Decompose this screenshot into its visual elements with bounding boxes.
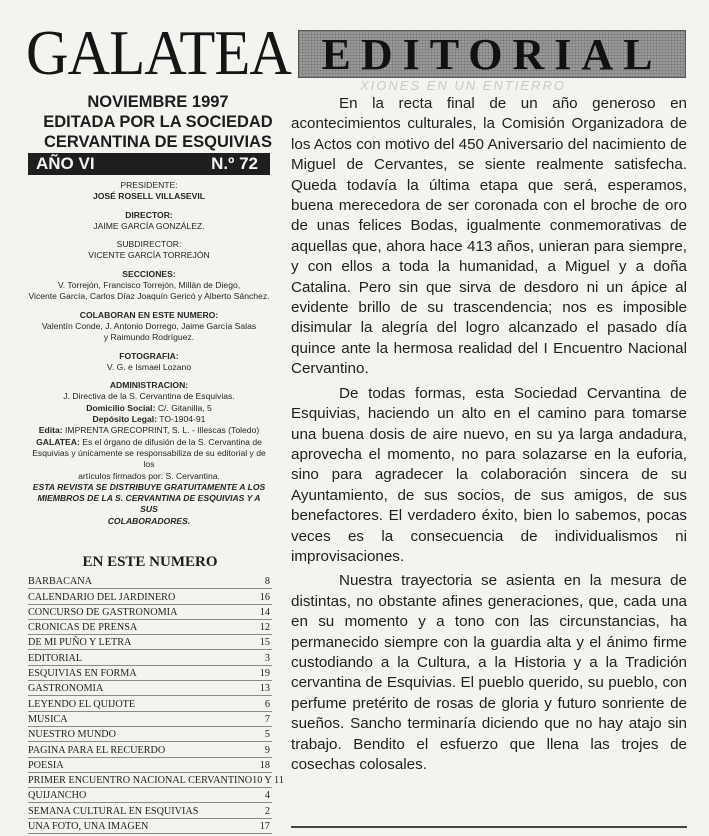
- bottom-rule: [291, 826, 687, 828]
- contents-item-title: CONCURSO DE GASTRONOMIA: [28, 606, 178, 618]
- president-label: PRESIDENTE:: [120, 180, 178, 190]
- contents-item-page: 17: [259, 821, 270, 833]
- contents-item-page: 18: [259, 759, 270, 771]
- contents-item-page: 14: [259, 606, 270, 618]
- editorial-paragraph: En la recta final de un año generoso en acontecimientos culturales, la Comisión Organizadora de los Actos con motivo del 450 Aniversario del nacimiento de Miguel de Cervantes, se siente realmente satisfecha. Queda todavía la última etapa que será, esperamos, buena merecedora de ser coronada con el broche de oro de unas felices Bodas, igualmente conmemorativas de aquellas que, ahora hace 413 años, unieran para siempre, y con ellos a toda la humanidad, a Miguel y a doña Catalina. Pero sin que sirva de desdoro ni un ápice al evidente brillo de su trascendencia; nos es imposible disimular la alegría del logro alcanzado el pasado día quince ante la hermosa realidad del I Encuentro Nacional Cervantino.: [291, 95, 687, 378]
- contents-item: [28, 819, 272, 834]
- contents-item-page: 12: [259, 622, 270, 634]
- contents-item: [28, 620, 272, 635]
- contents-item-page: 13: [259, 683, 270, 695]
- issue-date: NOVIEMBRE 1997: [87, 93, 229, 111]
- collaborators-label: COLABORAN EN ESTE NUMERO:: [79, 309, 219, 320]
- editorial-body: [291, 94, 687, 779]
- sections-names-2: Vicente García, Carlos Díaz Joaquín Gericó y Alberto Sánchez.: [28, 291, 270, 302]
- collaborators-2: y Raimundo Rodríguez.: [103, 332, 195, 343]
- contents-item-title: UNA FOTO, UNA IMAGEN: [28, 821, 149, 833]
- editorial-paragraph: Nuestra trayectoria se asienta en la mesura de distintas, no obstante afines generaciones, que, cada una en su momento y a tono con las circunstancias, ha permanecido siempre con la guardia alta y el ánimo firme custodiando a la Cultura, a la Historia y a la Tradición cervantina de Esquivias. El pueblo querido, su pueblo, con perfume pretérito de rosas de gloria y futuro sonriente de sueños. Sancho terminaría diciendo que no hay atajo sin trabajo. Bendito el esfuerzo que llena las trojes de cosechas colosales.: [291, 572, 687, 773]
- galatea-note-2: Esquivias y únicamente se responsabiliza de su editorial y de los: [32, 447, 266, 470]
- distribution-note-2: MIEMBROS DE LA S. CERVANTINA DE ESQUIVIAS Y A SUS: [37, 493, 261, 515]
- director-label: DIRECTOR:: [125, 209, 173, 220]
- contents-item-title: POESIA: [28, 759, 64, 771]
- contents-item: [28, 742, 272, 757]
- contents-item: [28, 773, 284, 788]
- issue-bar: [28, 153, 270, 175]
- contents-item: [28, 758, 272, 773]
- director-name: JAIME GARCÍA GONZÁLEZ.: [93, 220, 205, 231]
- issue-number: N.º 72: [211, 154, 258, 173]
- publisher-line-1: EDITADA POR LA SOCIEDAD: [43, 113, 273, 131]
- contents-item: [28, 696, 272, 711]
- contents-item-page: 19: [259, 668, 270, 680]
- contents-item: [28, 574, 272, 589]
- administration-label: ADMINISTRACION:: [109, 380, 189, 391]
- contents-item-page: 8: [264, 576, 270, 588]
- domicile-line: Domicilio Social: C/. Gitanilla, 5: [86, 402, 212, 413]
- contents-item-title: BARBACANA: [28, 576, 92, 588]
- contents-item-title: CALENDARIO DEL JARDINERO: [28, 591, 176, 603]
- distribution-note-1: ESTA REVISTA SE DISTRIBUYE GRATUITAMENTE A LOS: [32, 481, 266, 492]
- contents-item-page: 6: [264, 698, 270, 710]
- magazine-title: GALATEA: [26, 17, 292, 88]
- sections-names-1: V. Torrejón, Francisco Torrejón, Millán de Diego,: [57, 280, 241, 291]
- printer-line: Edita: IMPRENTA GRECOPRINT, S. L. - Illescas (Toledo): [38, 425, 260, 436]
- contents-item-page: 5: [264, 729, 270, 741]
- contents-item-title: PAGINA PARA EL RECUERDO: [28, 744, 166, 756]
- contents-item-title: QUIJANCHO: [28, 790, 87, 802]
- editorial-banner: EDITORIAL: [298, 30, 686, 78]
- contents-item: [28, 666, 272, 681]
- subdirector-name: VICENTE GARCÍA TORREJÓN: [88, 250, 210, 261]
- contents-item: [28, 788, 272, 803]
- administration-line: J. Directiva de la S. Cervantina de Esquivias.: [63, 391, 235, 402]
- contents-item-page: 4: [264, 790, 270, 802]
- contents-item-title: PRIMER ENCUENTRO NACIONAL CERVANTINO: [28, 775, 253, 787]
- contents-item-page: 15: [259, 637, 270, 649]
- contents-item-page: 7: [264, 713, 270, 725]
- contents-item-title: ESQUIVIAS EN FORMA: [28, 668, 137, 680]
- editorial-paragraph: De todas formas, esta Sociedad Cervantina de Esquivias, haciendo un alto en el camino para tomarse una buena dosis de aire nuevo, en su ya larga andadura, aprovecha el momento, no para solazarse en la euforia, sino para agradecer la colaboración sincera de su Ayuntamiento, de sus socios, de sus amigos, de sus benefactores. El verdadero éxito, bien lo sabemos, pocas veces es la consecuencia de individualismos ni improvisaciones.: [291, 384, 687, 565]
- contents-item-page: 10 Y 11: [252, 775, 284, 787]
- contents-item-title: GASTRONOMIA: [28, 683, 104, 695]
- issue-year: AÑO VI: [36, 154, 95, 173]
- galatea-note-1: GALATEA: Es el órgano de difusión de la S. Cervantina de: [36, 436, 262, 447]
- collaborators-1: Valentín Conde, J. Antonio Dorrego, Jaime García Salas: [41, 320, 257, 331]
- contents-item-page: 2: [264, 805, 270, 817]
- contents-item-title: CRONICAS DE PRENSA: [28, 622, 138, 634]
- contents-item-title: DE MI PUÑO Y LETRA: [28, 637, 132, 649]
- issue-info: [38, 92, 278, 152]
- contents-item-title: EDITORIAL: [28, 652, 83, 664]
- contents-item: [28, 605, 272, 620]
- sections-label: SECCIONES:: [122, 268, 176, 279]
- photography-label: FOTOGRAFIA:: [119, 350, 179, 361]
- contents-list: [28, 574, 284, 834]
- president-name: JOSÉ ROSELL VILLASEVIL: [92, 191, 206, 202]
- distribution-note-3: COLABORADORES.: [107, 515, 191, 526]
- contents-item: [28, 803, 272, 818]
- contents-item-title: NUESTRO MUNDO: [28, 729, 117, 741]
- faded-subtitle: XIONES EN UN ENTIERRO: [360, 78, 566, 93]
- contents-item: [28, 727, 272, 742]
- contents-item-page: 16: [259, 591, 270, 603]
- contents-item: [28, 635, 272, 650]
- contents-item-title: LEYENDO EL QUIJOTE: [28, 698, 136, 710]
- contents-item-page: 3: [264, 652, 270, 664]
- galatea-note-3: artículos firmados por: S. Cervantina.: [78, 470, 220, 481]
- contents-item-title: SEMANA CULTURAL EN ESQUIVIAS: [28, 805, 199, 817]
- publisher-line-2: CERVANTINA DE ESQUIVIAS: [44, 133, 272, 151]
- contents-item: [28, 681, 272, 696]
- deposit-line: Depósito Legal: TO-1904-91: [92, 414, 206, 425]
- contents-item-title: MUSICA: [28, 713, 68, 725]
- contents-item: [28, 712, 272, 727]
- contents-item: [28, 650, 272, 665]
- contents-title: EN ESTE NUMERO: [82, 554, 218, 570]
- contents-item: [28, 589, 272, 604]
- subdirector-label: SUBDIRECTOR:: [116, 239, 182, 250]
- contents-item-page: 9: [264, 744, 270, 756]
- photography-names: V. G. e Ismael Lozano: [106, 361, 192, 372]
- credits-block: [28, 180, 270, 527]
